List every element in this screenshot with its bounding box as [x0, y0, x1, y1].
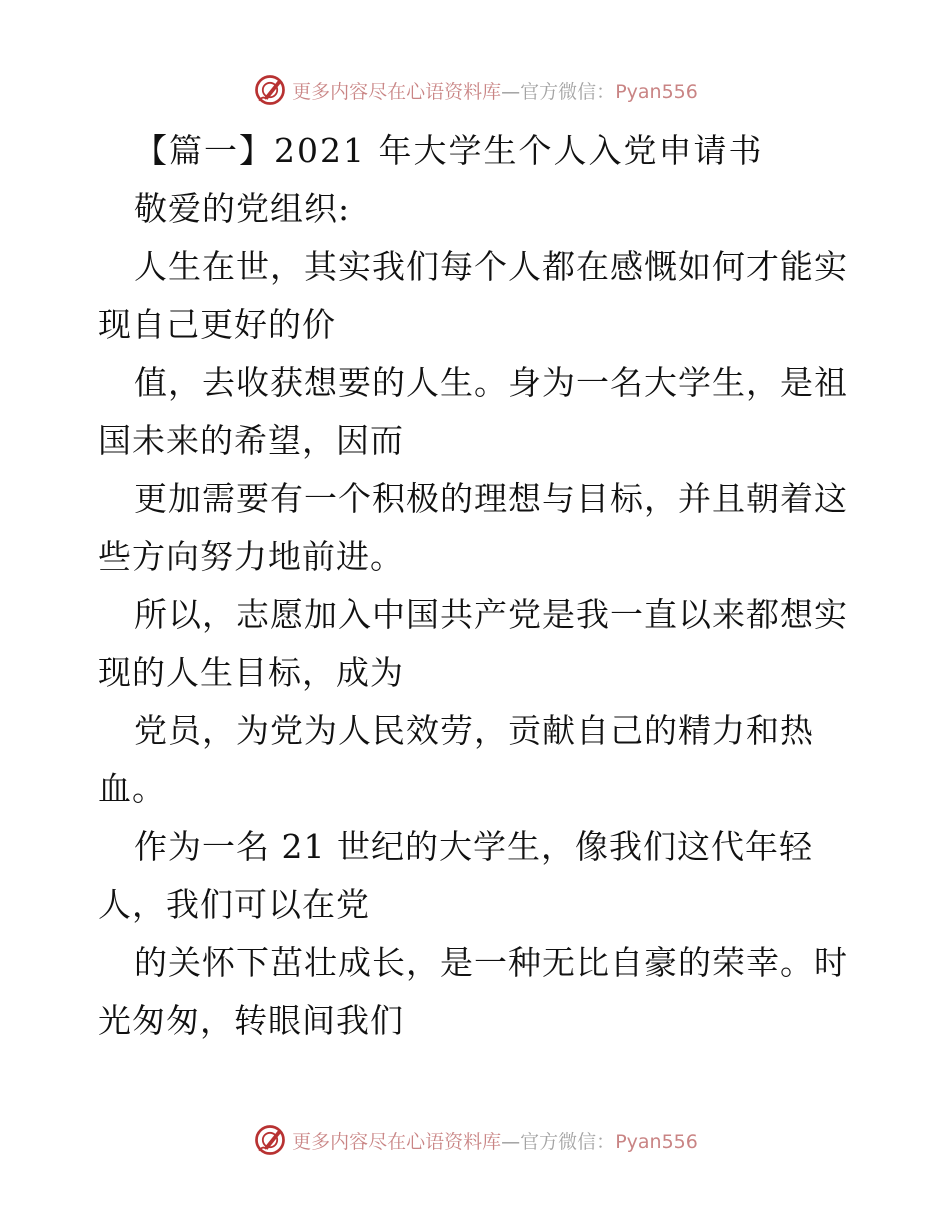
text-line: 党员，为党为人民效劳，贡献自己的精力和热: [134, 711, 814, 750]
text-line: 些方向努力地前进。: [98, 537, 404, 576]
banner-text: [292, 1127, 698, 1154]
text-line: 的关怀下茁壮成长，是一种无比自豪的荣幸。时: [134, 943, 848, 982]
pen-nib-logo-icon: [252, 1122, 288, 1158]
text-line: 人，我们可以在党: [98, 885, 370, 924]
document-title: 【篇一】2021 年大学生个人入党申请书: [134, 131, 764, 170]
banner-wechat-label: 官方微信：: [520, 1130, 616, 1153]
banner-wechat-id: Pyan556: [615, 80, 698, 103]
text-line: 更加需要有一个积极的理想与目标，并且朝着这: [134, 479, 848, 518]
banner-wechat-id: Pyan556: [615, 1130, 698, 1153]
text-line: 现自己更好的价: [98, 305, 336, 344]
document-body: [98, 122, 858, 1050]
footer-banner: [0, 1120, 950, 1160]
text-line: 作为一名 21 世纪的大学生，像我们这代年轻: [134, 827, 813, 866]
text-line: 值，去收获想要的人生。身为一名大学生，是祖: [134, 363, 848, 402]
banner-text: [292, 77, 698, 104]
text-line: 国未来的希望，因而: [98, 421, 404, 460]
banner-wechat-label: 官方微信：: [520, 80, 616, 103]
salutation: 敬爱的党组织:: [134, 189, 351, 228]
text-line: 血。: [98, 769, 166, 808]
text-line: 现的人生目标，成为: [98, 653, 404, 692]
text-line: 光匆匆，转眼间我们: [98, 1001, 404, 1040]
banner-separator: —: [501, 80, 521, 103]
header-banner: [0, 70, 950, 110]
banner-prefix: 更多内容尽在心语资料库: [292, 80, 502, 103]
banner-separator: —: [501, 1130, 521, 1153]
pen-nib-logo-icon: [252, 72, 288, 108]
banner-prefix: 更多内容尽在心语资料库: [292, 1130, 502, 1153]
text-line: 人生在世，其实我们每个人都在感慨如何才能实: [134, 247, 848, 286]
text-line: 所以，志愿加入中国共产党是我一直以来都想实: [134, 595, 848, 634]
